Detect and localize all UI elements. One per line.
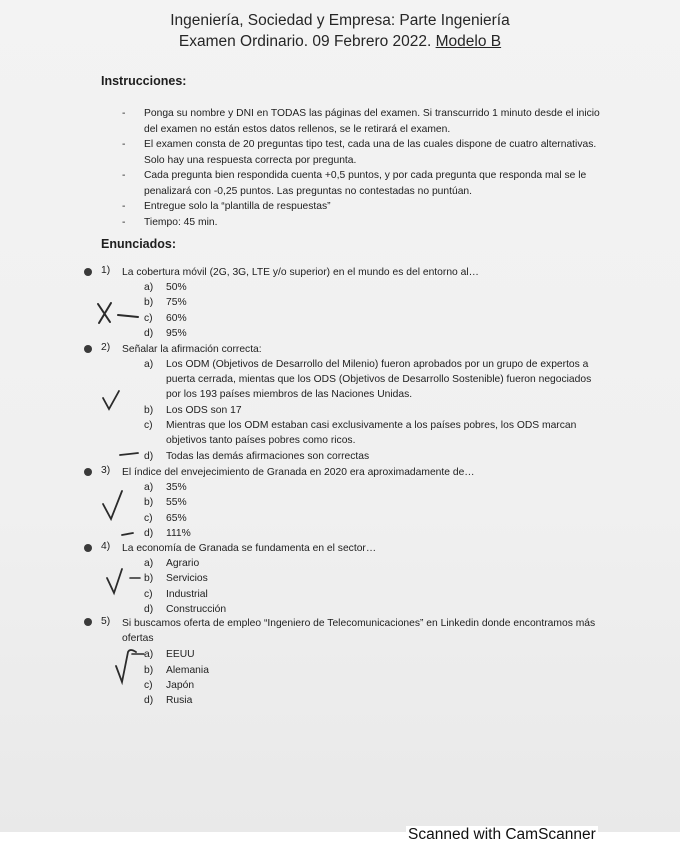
instruction-item: - Tiempo: 45 min. <box>122 216 218 228</box>
question-number: 2) <box>101 342 111 353</box>
question-bullet-icon <box>84 544 92 552</box>
question-text: Señalar la afirmación correcta: <box>122 344 262 355</box>
exam-header <box>0 10 680 52</box>
instructions-heading: Instrucciones: <box>101 74 187 88</box>
instruction-item: - Cada pregunta bien respondida cuenta +0,5 puntos, y por cada pregunta que responda mal se le penalizará con -0,25 puntos. Las preguntas no contestadas no puntúan. <box>122 170 587 197</box>
answer-dash-mark-icon <box>118 450 140 458</box>
checkmark-icon <box>100 388 122 412</box>
question-text: La economía de Granada se fundamenta en el sector… <box>122 543 377 554</box>
checkmark-icon <box>100 488 126 522</box>
question-bullet-icon <box>84 268 92 276</box>
scanned-page: Ingeniería, Sociedad y Empresa: Parte Ingeniería Examen Ordinario. 09 Febrero 2022. Modelo B Instrucciones: - Ponga su nombre y DNI en TODAS las páginas del examen. Si transcurrido 1 minuto desde el inicio del examen no están estos datos rellenos, se le retirará el examen. - El examen consta de 20 preguntas tipo test, cada una de las cuales dispone de cuatro alternativas. Solo hay una respuesta correcta por pregunta. - Cada pregunta bien respondida cuenta +0,5 puntos, y por cada pregunta que responda mal se le penalizará con -0,25 puntos. Las preguntas no contestadas no puntúan. - Entregue solo la “plantilla de respuestas” - Tiempo: 45 min. Enunciados: 1) La cobertura móvil (2G, 3G, LTE y/o superior) en el mundo es del entorno al… a) 50% b) 75% c) 60% d) 95% 2) Señalar la afirmación correcta: a) Los ODM (Objetivos de Desarrollo del Milenio) fueron aprobados por un grupo de expertos a puerta cerrada, mientas que los ODS (Objetivos de Desarrollo Sostenible) fueron negociados por los 193 países miembros de las Naciones Unidas. b) Los ODS son 17 c) Mientras que los ODM estaban casi exclusivamente a los países pobres, los ODS marcan objetivos tanto países pobres como ricos. d) Todas las demás afirmaciones son correctas 3) El índice del envejecimiento de Granada en 2020 era aproximadamente de… a) 35% b) 55% c) 65% d) 111% 4) La economía de Granada se fundamenta en el sector… a) Agrario b) Servicios c) Industrial d) Construcción 5) Si buscamos oferta de empleo “Ingeniero de Telecomunicaciones” en Linkedin donde encontramos más ofertas a) EEUU b) Alemania c) Japón d) Rusia <box>0 0 680 832</box>
question-bullet-icon <box>84 468 92 476</box>
instruction-item: - Ponga su nombre y DNI en TODAS las páginas del examen. Si transcurrido 1 minuto desde el inicio del examen no están estos datos rellenos, se le retirará el examen. <box>122 108 600 135</box>
question-bullet-icon <box>84 345 92 353</box>
exam-subtitle: Examen Ordinario. 09 Febrero 2022. Modelo B <box>178 33 502 50</box>
question-text: La cobertura móvil (2G, 3G, LTE y/o superior) en el mundo es del entorno al… <box>122 267 479 278</box>
question-number: 5) <box>101 616 111 627</box>
question-text: Si buscamos oferta de empleo “Ingeniero de Telecomunicaciones” en Linkedin donde encontramos más ofertas <box>122 618 596 645</box>
question-number: 4) <box>101 541 111 552</box>
checkmark-icon <box>104 566 144 596</box>
answer-dash-mark-icon <box>120 528 136 538</box>
instruction-item: - Entregue solo la “plantilla de respuestas” <box>122 201 331 212</box>
checkmark-icon <box>112 646 148 686</box>
cross-mark-icon <box>94 300 142 326</box>
statements-heading: Enunciados: <box>101 237 177 251</box>
question-bullet-icon <box>84 618 92 626</box>
instructions-list <box>120 106 600 230</box>
question-number: 3) <box>101 465 111 476</box>
exam-model: Modelo B <box>435 33 502 50</box>
course-title: Ingeniería, Sociedad y Empresa: Parte Ingeniería <box>170 12 510 29</box>
camscanner-watermark: Scanned with CamScanner <box>408 826 596 843</box>
instruction-item: - El examen consta de 20 preguntas tipo test, cada una de las cuales dispone de cuatro alternativas. Solo hay una respuesta correcta por pregunta. <box>122 139 597 166</box>
question-text: El índice del envejecimiento de Granada en 2020 era aproximadamente de… <box>122 467 475 478</box>
question-number: 1) <box>101 265 111 276</box>
